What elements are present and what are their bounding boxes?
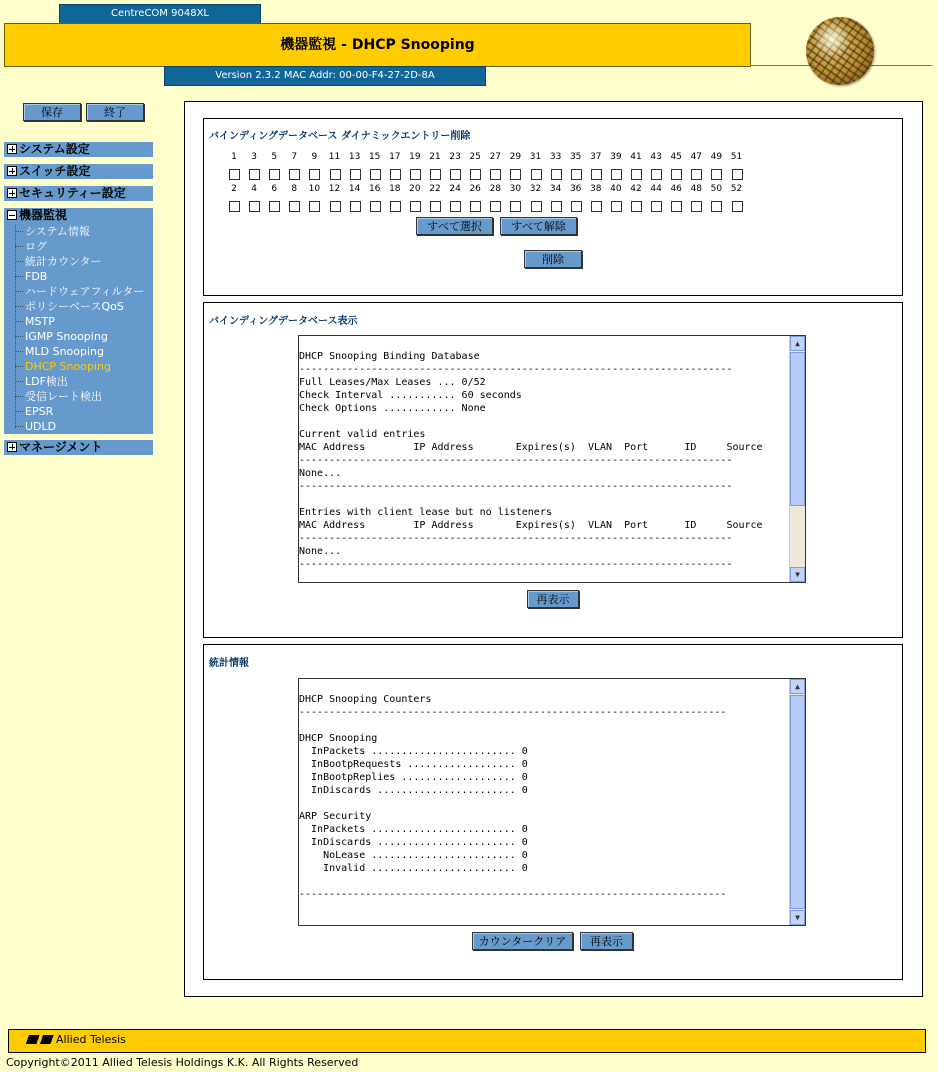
delete-entries-panel	[203, 118, 903, 296]
port-checkbox[interactable]	[410, 169, 421, 180]
port-checkbox[interactable]	[330, 201, 341, 212]
port-checkbox[interactable]	[249, 201, 260, 212]
port-number-label: 10	[308, 184, 321, 194]
copyright-notice: Copyright©2011 Allied Telesis Holdings K.K. All Rights Reserved	[6, 1056, 359, 1069]
port-number-label: 5	[271, 152, 278, 162]
binding-panel-title: バインディングデータベース表示	[209, 316, 358, 327]
port-number-label: 32	[529, 184, 542, 194]
statistics-panel-title: 統計情報	[209, 658, 249, 669]
port-checkbox[interactable]	[651, 169, 662, 180]
select-all-button[interactable]: すべて選択	[416, 217, 493, 235]
scroll-up-icon[interactable]: ▲	[790, 336, 805, 351]
port-checkbox[interactable]	[430, 169, 441, 180]
nav-device-monitor[interactable]	[4, 208, 153, 223]
port-checkbox[interactable]	[531, 201, 542, 212]
port-number-label: 52	[730, 184, 743, 194]
port-number-label: 2	[231, 184, 237, 194]
port-number-label: 48	[690, 184, 703, 194]
port-number-label: 16	[368, 184, 381, 194]
port-number-label: 19	[409, 152, 421, 162]
port-number-label: 43	[650, 152, 662, 162]
statistics-refresh-button[interactable]: 再表示	[580, 932, 633, 950]
port-checkbox[interactable]	[229, 201, 240, 212]
nav-system-settings-label: システム設定	[19, 142, 90, 156]
port-checkbox[interactable]	[309, 201, 320, 212]
nav-system-settings[interactable]	[4, 142, 153, 157]
tree-connector	[15, 225, 16, 428]
sidebar-item-log[interactable]: ログ	[12, 239, 47, 254]
port-checkbox[interactable]	[490, 169, 501, 180]
binding-database-panel	[203, 302, 903, 638]
port-checkbox[interactable]	[269, 169, 280, 180]
port-checkbox[interactable]	[450, 169, 461, 180]
port-number-label: 11	[328, 152, 341, 162]
expand-icon	[7, 442, 17, 452]
port-number-label: 21	[429, 152, 441, 162]
port-number-label: 30	[509, 184, 522, 194]
port-checkbox[interactable]	[289, 201, 300, 212]
port-number-label: 4	[251, 184, 257, 194]
port-checkbox[interactable]	[249, 169, 260, 180]
binding-database-content: DHCP Snooping Binding Database ------------------------------------------------------------------------ Full Leases/Max Leases ... 0/52 Check Interval ........... 60 seconds Check Options ............ None Current valid entries MAC Address IP Address Expires(s) VLAN Port ID Source ------------------------------------------------------------------------ None... ------------------------------------------------------------------------ Entries with client lease but no listeners MAC Address IP Address Expires(s) VLAN Port ID Source ------------------------------------------------------------------------ None... ------------------------------------------------------------------------	[299, 351, 763, 570]
port-checkbox[interactable]	[691, 169, 702, 180]
port-number-label: 23	[449, 152, 461, 162]
statistics-content: DHCP Snooping Counters ----------------------------------------------------------------------- DHCP Snooping InPackets ........................ 0 InBootpRequests .................. 0 InBootpReplies ................... 0 InDiscards ....................... 0 ARP Security InPackets ........................ 0 InDiscards ....................... 0 NoLease ........................ 0 Invalid ........................ 0 -----------------------------------------------------------------------	[299, 694, 727, 900]
port-number-label: 15	[368, 152, 381, 162]
port-number-label: 50	[710, 184, 723, 194]
port-number-label: 46	[670, 184, 682, 194]
scroll-up-icon[interactable]: ▲	[790, 679, 805, 694]
port-number-label: 20	[409, 184, 421, 194]
port-number-label: 42	[630, 184, 642, 194]
sidebar-item-epsr[interactable]: EPSR	[12, 404, 53, 419]
port-checkbox[interactable]	[571, 169, 582, 180]
port-number-label: 3	[251, 152, 257, 162]
port-checkbox[interactable]	[470, 169, 481, 180]
port-number-label: 29	[509, 152, 522, 162]
port-checkbox[interactable]	[390, 169, 401, 180]
binding-scrollbar[interactable]	[789, 336, 805, 582]
binding-database-textarea[interactable]	[298, 335, 806, 583]
device-monitor-submenu	[4, 222, 153, 434]
logo-text: Allied Telesis	[56, 1033, 126, 1046]
port-number-label: 36	[569, 184, 582, 194]
port-checkbox[interactable]	[571, 201, 582, 212]
port-number-label: 8	[291, 184, 298, 194]
port-number-label: 47	[690, 152, 703, 162]
port-number-label: 37	[590, 152, 602, 162]
sidebar-item-system-info[interactable]: システム情報	[12, 224, 90, 239]
port-checkbox[interactable]	[510, 169, 521, 180]
statistics-textarea[interactable]	[298, 678, 806, 926]
port-checkbox[interactable]	[470, 201, 481, 212]
port-checkbox[interactable]	[591, 201, 602, 212]
port-checkbox[interactable]	[732, 169, 743, 180]
nav-device-monitor-label: 機器監視	[19, 208, 68, 222]
port-number-label: 40	[610, 184, 622, 194]
port-number-label: 24	[449, 184, 461, 194]
allied-telesis-logo	[22, 1033, 126, 1047]
scroll-thumb[interactable]	[790, 352, 805, 506]
port-checkbox[interactable]	[732, 201, 743, 212]
port-checkbox[interactable]	[229, 169, 240, 180]
port-number-label: 44	[650, 184, 662, 194]
version-info: Version 2.3.2 MAC Addr: 00-00-F4-27-2D-8A	[164, 66, 486, 86]
nav-security-settings[interactable]	[4, 186, 153, 201]
scroll-down-icon[interactable]: ▼	[790, 910, 805, 925]
port-checkbox[interactable]	[370, 169, 381, 180]
port-number-label: 49	[710, 152, 723, 162]
port-checkbox[interactable]	[370, 201, 381, 212]
collapse-icon	[7, 210, 17, 220]
nav-management[interactable]	[4, 440, 153, 455]
sidebar-item-mstp[interactable]: MSTP	[12, 314, 55, 329]
save-button[interactable]: 保存	[23, 103, 81, 121]
port-checkbox[interactable]	[651, 201, 662, 212]
expand-icon	[7, 188, 17, 198]
port-number-label: 14	[348, 184, 361, 194]
port-checkbox[interactable]	[430, 201, 441, 212]
port-checkbox[interactable]	[309, 169, 320, 180]
port-checkbox[interactable]	[631, 201, 642, 212]
expand-icon	[7, 144, 17, 154]
delete-panel-title: バインディングデータベース ダイナミックエントリー削除	[209, 131, 471, 142]
port-number-label: 33	[549, 152, 562, 162]
sidebar-item-stats-counter[interactable]: 統計カウンター	[12, 254, 102, 269]
sidebar-item-fdb[interactable]: FDB	[12, 269, 47, 284]
sidebar-item-mld-snooping[interactable]: MLD Snooping	[12, 344, 104, 359]
sidebar-item-ldf[interactable]: LDF検出	[12, 374, 68, 389]
port-checkbox[interactable]	[551, 169, 562, 180]
statistics-scrollbar[interactable]	[789, 679, 805, 925]
port-checkbox[interactable]	[289, 169, 300, 180]
nav-security-settings-label: セキュリティー設定	[19, 186, 126, 200]
globe-logo-icon	[806, 17, 874, 85]
port-checkbox[interactable]	[591, 169, 602, 180]
port-checkbox[interactable]	[551, 201, 562, 212]
scroll-down-icon[interactable]: ▼	[790, 567, 805, 582]
nav-switch-settings[interactable]	[4, 164, 153, 179]
port-checkbox[interactable]	[631, 169, 642, 180]
port-number-label: 26	[469, 184, 481, 194]
page-title: 機器監視 - DHCP Snooping	[4, 23, 751, 67]
port-number-label: 22	[429, 184, 441, 194]
port-number-label: 13	[348, 152, 361, 162]
port-number-label: 27	[489, 152, 502, 162]
port-number-label: 17	[389, 152, 401, 162]
port-checkbox[interactable]	[410, 201, 421, 212]
scroll-thumb[interactable]	[790, 695, 805, 909]
nav-switch-settings-label: スイッチ設定	[19, 164, 91, 178]
sidebar-item-igmp-snooping[interactable]: IGMP Snooping	[12, 329, 108, 344]
port-number-label: 7	[291, 152, 298, 162]
port-checkbox[interactable]	[671, 201, 682, 212]
nav-management-label: マネージメント	[19, 440, 103, 454]
port-checkbox[interactable]	[510, 201, 521, 212]
expand-icon	[7, 166, 17, 176]
port-number-label: 41	[630, 152, 642, 162]
binding-refresh-button[interactable]: 再表示	[527, 590, 579, 608]
clear-counters-button[interactable]: カウンタークリア	[472, 932, 573, 950]
sidebar-item-policy-qos[interactable]: ポリシーベースQoS	[12, 299, 124, 314]
sidebar-item-dhcp-snooping[interactable]: DHCP Snooping	[12, 359, 111, 374]
port-number-label: 9	[311, 152, 318, 162]
port-checkbox[interactable]	[490, 201, 501, 212]
port-checkbox[interactable]	[531, 169, 542, 180]
sidebar-item-hw-filter[interactable]: ハードウェアフィルター	[12, 284, 144, 299]
port-checkbox[interactable]	[330, 169, 341, 180]
port-number-label: 28	[489, 184, 502, 194]
port-number-label: 18	[389, 184, 401, 194]
port-number-label: 12	[328, 184, 341, 194]
port-checkbox[interactable]	[390, 201, 401, 212]
deselect-all-button[interactable]: すべて解除	[500, 217, 577, 235]
exit-button[interactable]: 終了	[86, 103, 144, 121]
port-number-label: 31	[529, 152, 542, 162]
delete-button[interactable]: 削除	[524, 250, 582, 268]
port-number-label: 51	[730, 152, 743, 162]
footer-bar	[8, 1029, 926, 1053]
sidebar-item-rate-detect[interactable]: 受信レート検出	[12, 389, 102, 404]
product-name-tab: CentreCOM 9048XL	[59, 4, 261, 24]
port-checkbox[interactable]	[711, 201, 722, 212]
port-checkbox[interactable]	[450, 201, 461, 212]
port-checkbox[interactable]	[611, 169, 622, 180]
port-checkbox[interactable]	[350, 201, 361, 212]
port-number-label: 1	[231, 152, 237, 162]
port-number-label: 25	[469, 152, 481, 162]
statistics-panel	[203, 644, 903, 980]
port-checkbox[interactable]	[711, 169, 722, 180]
port-number-label: 35	[569, 152, 582, 162]
allied-telesis-logo-icon	[22, 1035, 54, 1044]
port-checkbox[interactable]	[671, 169, 682, 180]
port-checkbox[interactable]	[350, 169, 361, 180]
port-checkbox[interactable]	[691, 201, 702, 212]
port-number-label: 34	[549, 184, 562, 194]
port-checkbox[interactable]	[269, 201, 280, 212]
port-number-label: 45	[670, 152, 682, 162]
port-checkbox[interactable]	[611, 201, 622, 212]
port-number-label: 38	[590, 184, 602, 194]
port-number-label: 6	[271, 184, 278, 194]
port-number-label: 39	[610, 152, 622, 162]
sidebar-item-udld[interactable]: UDLD	[12, 419, 56, 434]
